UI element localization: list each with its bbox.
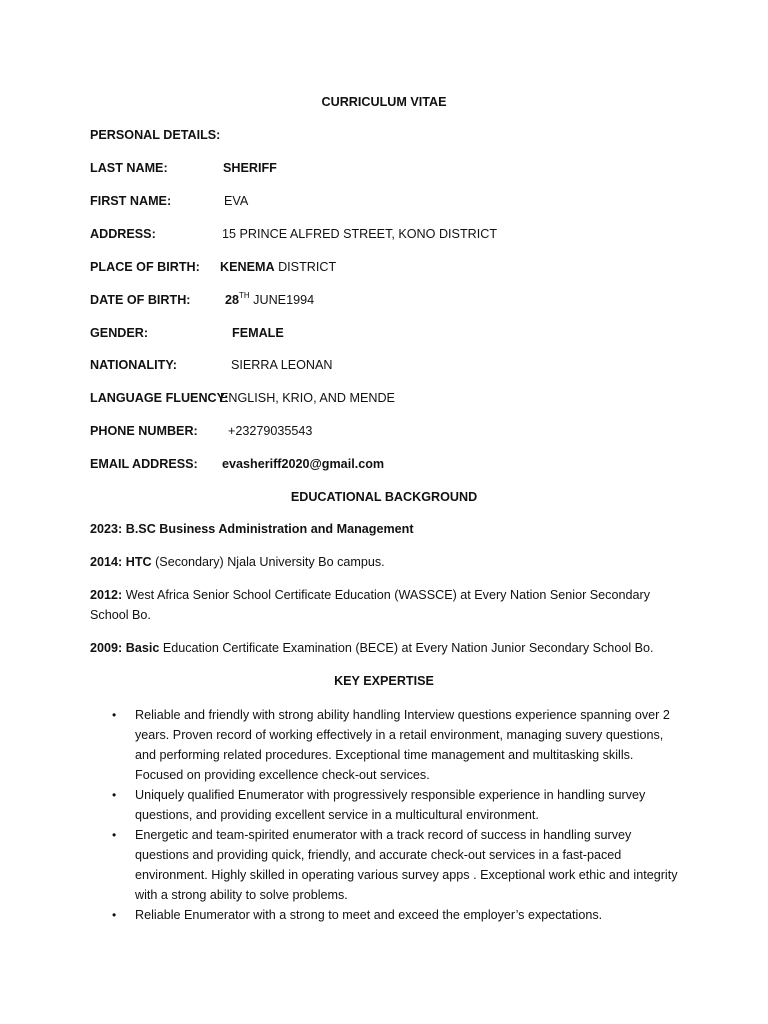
detail-value: FEMALE [232, 326, 284, 340]
education-text: Education Certificate Examination (BECE) at Every Nation Junior Secondary School Bo. [159, 641, 654, 655]
detail-label: FIRST NAME: [90, 194, 172, 208]
detail-value [225, 290, 314, 310]
education-entry [90, 585, 670, 625]
expertise-text: Reliable and friendly with strong ability handling Interview questions experience spanning over 2 years. Proven record of working effectively in a retail environment, managing suvery questions, and performing related procedures. Exceptional time management and multitasking skills. Focused on providing excellence check-out services. [135, 708, 670, 782]
education-year: 2014: [90, 555, 123, 569]
detail-value: ENGLISH, KRIO, AND MENDE [220, 391, 395, 405]
detail-label: GENDER: [90, 326, 149, 340]
detail-value-rest: JUNE1994 [249, 293, 315, 307]
detail-row-date-of-birth [90, 290, 690, 310]
detail-value: SHERIFF [223, 161, 277, 175]
expertise-item [112, 905, 682, 925]
education-entry [90, 552, 670, 572]
bullet-icon: • [112, 708, 117, 722]
education-year: 2009: [90, 641, 123, 655]
detail-value-superscript: TH [239, 291, 250, 300]
education-heading: EDUCATIONAL BACKGROUND [290, 490, 478, 504]
expertise-text: Energetic and team-spirited enumerator with a track record of success in handling survey questions and providing quick, friendly, and accurate check-out services in a fast-paced environment. Highly skilled in operating various survey apps . Exceptional work ethic and integrity with a strong ability to solve problems. [135, 828, 678, 902]
detail-label: DATE OF BIRTH: [90, 293, 191, 307]
detail-row-language-fluency [90, 388, 690, 408]
detail-label: PHONE NUMBER: [90, 424, 198, 438]
detail-row-place-of-birth [90, 257, 690, 277]
bullet-icon: • [112, 788, 117, 802]
detail-label: LAST NAME: [90, 161, 168, 175]
education-entry [90, 519, 670, 539]
education-text: (Secondary) Njala University Bo campus. [151, 555, 385, 569]
document-title: CURRICULUM VITAE [321, 95, 447, 109]
detail-value-bold: KENEMA [220, 260, 275, 274]
detail-value: EVA [224, 194, 249, 208]
bullet-icon: • [112, 908, 117, 922]
detail-row-nationality [90, 355, 690, 375]
education-year: 2023: [90, 522, 123, 536]
education-bold-text: Basic [122, 641, 160, 655]
personal-details-heading: PERSONAL DETAILS: [90, 128, 221, 142]
expertise-list [112, 705, 682, 925]
detail-row-gender [90, 323, 690, 343]
detail-label: LANGUAGE FLUENCY: [90, 391, 229, 405]
bullet-icon: • [112, 828, 117, 842]
detail-row-email-address [90, 454, 690, 474]
detail-label: NATIONALITY: [90, 358, 177, 372]
education-text: West Africa Senior School Certificate Education (WASSCE) at Every Nation Senior Secondary School Bo. [90, 588, 650, 622]
expertise-text: Uniquely qualified Enumerator with progressively responsible experience in handling survey questions, and providing excellent service in a multicultural environment. [135, 788, 646, 822]
expertise-item [112, 785, 682, 825]
education-bold-text: HTC [122, 555, 152, 569]
expertise-heading: KEY EXPERTISE [334, 674, 434, 688]
detail-value-bold: 28 [225, 293, 240, 307]
email-value: evasheriff2020@gmail.com [222, 457, 385, 471]
detail-value: SIERRA LEONAN [231, 358, 333, 372]
detail-value: 15 PRINCE ALFRED STREET, KONO DISTRICT [222, 227, 498, 241]
expertise-text: Reliable Enumerator with a strong to meet and exceed the employer’s expectations. [135, 908, 603, 922]
education-year: 2012: [90, 588, 123, 602]
detail-value [220, 257, 336, 277]
detail-row-phone-number [90, 421, 690, 441]
detail-label: EMAIL ADDRESS: [90, 457, 198, 471]
expertise-item [112, 705, 682, 785]
education-bold-text: B.SC Business Administration and Management [122, 522, 414, 536]
detail-row-last-name [90, 158, 690, 178]
detail-label: PLACE OF BIRTH: [90, 260, 200, 274]
detail-value-rest: DISTRICT [274, 260, 337, 274]
education-entry [90, 638, 670, 658]
detail-value: +23279035543 [228, 424, 313, 438]
detail-row-first-name [90, 191, 690, 211]
detail-row-address [90, 224, 690, 244]
expertise-item [112, 825, 682, 905]
detail-label: ADDRESS: [90, 227, 156, 241]
